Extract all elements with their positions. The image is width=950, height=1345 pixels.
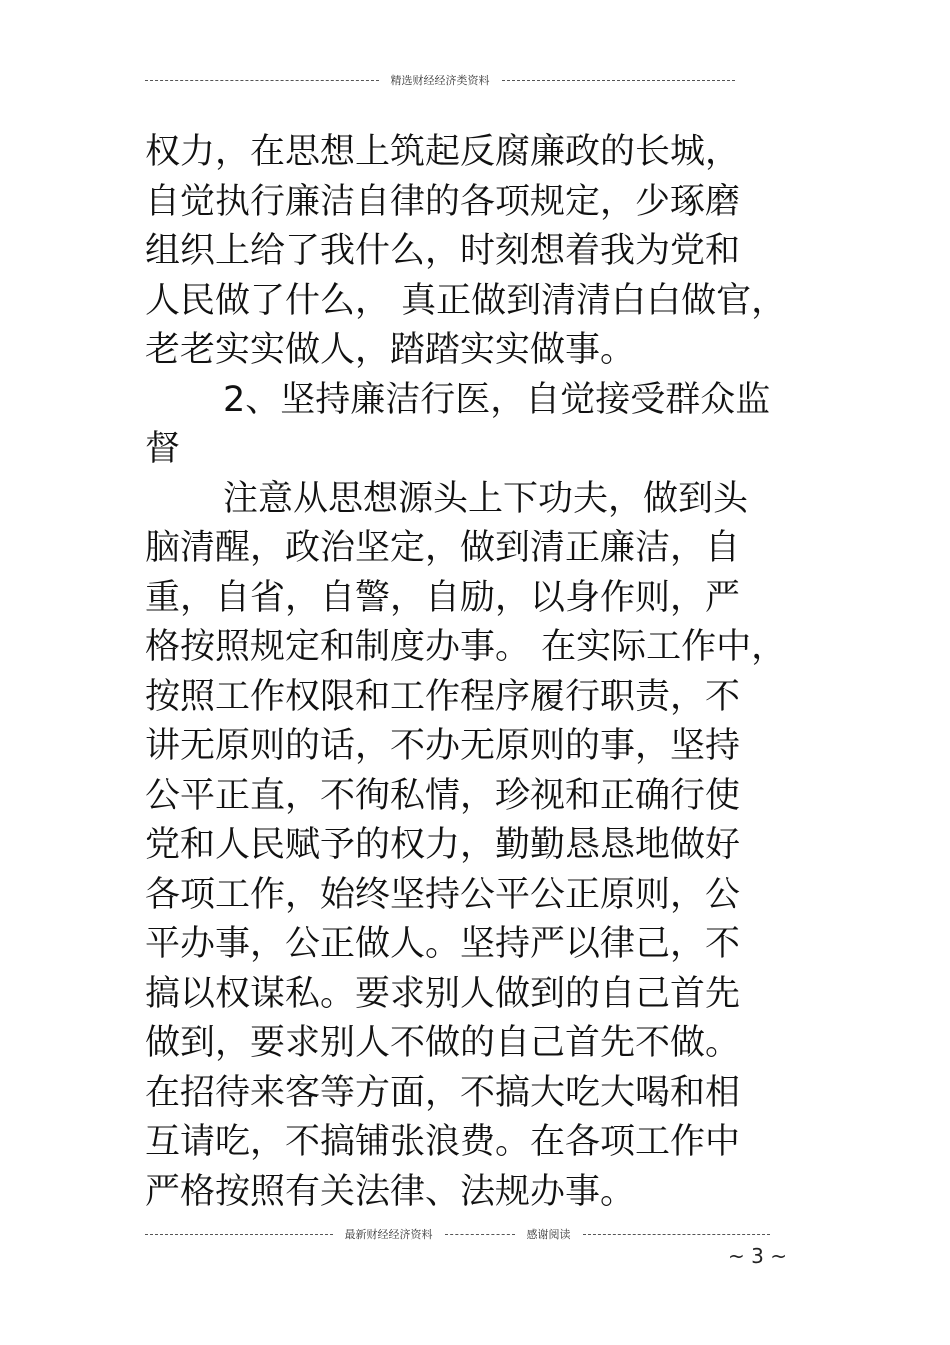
- footer-rule-left: [145, 1234, 333, 1235]
- text-line: 党和人民赋予的权力，勤勤恳恳地做好: [145, 825, 741, 865]
- footer-rule-middle: [445, 1234, 515, 1235]
- text-line: 格按照规定和制度办事。 在实际工作中，: [145, 627, 787, 667]
- text-line: 脑清醒，政治坚定，做到清正廉洁，自: [145, 528, 741, 568]
- paragraph-start: 注意从思想源头上下功夫，做到头: [223, 478, 749, 519]
- text-line: 各项工作，始终坚持公平公正原则，公: [145, 874, 741, 915]
- page-number: ~ 3 ~: [728, 1244, 787, 1268]
- text-line: 平办事，公正做人。坚持严以律己，不: [145, 924, 741, 964]
- header-rule-right: [502, 80, 736, 81]
- text-line: 重，自省，自警，自励，以身作则，严: [145, 577, 741, 618]
- footer-rule-right: [583, 1234, 771, 1235]
- text-line: 做到，要求别人不做的自己首先不做。: [145, 1023, 741, 1063]
- header-rule-left: [145, 80, 379, 81]
- page-footer: [145, 1226, 770, 1242]
- section-heading: 2、坚持廉洁行医，自觉接受群众监: [223, 379, 771, 420]
- text-line: 公平正直，不徇私情，珍视和正确行使: [145, 775, 741, 816]
- section-heading-continued: 督: [145, 429, 181, 469]
- text-line: 人民做了什么， 真正做到清清白白做官，: [145, 280, 787, 321]
- footer-label-left: 最新财经经济资料: [344, 1228, 433, 1241]
- text-line: 按照工作权限和工作程序履行职责，不: [145, 676, 741, 717]
- text-line: 互请吃，不搞铺张浪费。在各项工作中: [145, 1122, 741, 1162]
- text-line: 权力，在思想上筑起反腐廉政的长城，: [145, 132, 741, 172]
- text-line: 严格按照有关法律、法规办事。: [145, 1171, 636, 1212]
- text-line: 老老实实做人，踏踏实实做事。: [145, 330, 636, 370]
- text-line: 组织上给了我什么，时刻想着我为党和: [145, 231, 741, 271]
- footer-label-right: 感谢阅读: [526, 1228, 571, 1241]
- text-line: 搞以权谋私。要求别人做到的自己首先: [145, 973, 741, 1014]
- page-header: [145, 72, 735, 88]
- text-line: 自觉执行廉洁自律的各项规定，少琢磨: [145, 181, 741, 222]
- document-body: [145, 128, 805, 1217]
- text-line: 在招待来客等方面，不搞大吃大喝和相: [145, 1072, 741, 1113]
- header-label: 精选财经经济类资料: [390, 74, 490, 87]
- text-line: 讲无原则的话，不办无原则的事，坚持: [145, 726, 741, 766]
